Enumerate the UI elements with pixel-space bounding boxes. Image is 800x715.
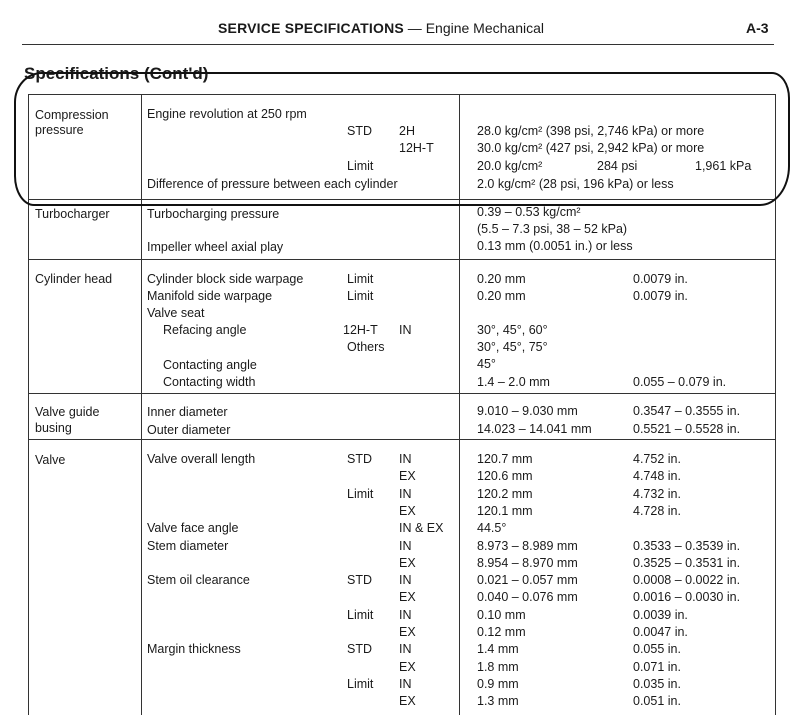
valve-item: Stem oil clearance xyxy=(147,573,250,588)
valve-item: Valve face angle xyxy=(147,521,239,536)
valve-inch: 0.0016 – 0.0030 in. xyxy=(633,590,741,605)
page-header xyxy=(0,20,800,44)
valve-inch: 0.071 in. xyxy=(633,659,681,674)
valve-side: IN & EX xyxy=(399,521,444,536)
valve-mm: 1.3 mm xyxy=(477,694,519,709)
valve-grade: Limit xyxy=(347,676,374,691)
valve-mm: 0.9 mm xyxy=(477,676,519,691)
valve-item: Valve overall length xyxy=(147,452,256,466)
head-r4: Refacing angle xyxy=(163,323,247,337)
head-v6: 1.4 – 2.0 mm xyxy=(477,375,550,389)
valve-item: Margin thickness xyxy=(147,642,241,657)
guide-label-1: Valve guide xyxy=(35,405,100,419)
compression-v1: 28.0 kg/cm² (398 psi, 2,746 kPa) or more xyxy=(477,124,705,138)
head-v4b: 30°, 45°, 75° xyxy=(477,340,548,354)
compression-rpm: Engine revolution at 250 rpm xyxy=(147,107,307,121)
head-v2b: 0.0079 in. xyxy=(633,289,688,303)
valve-mm: 1.8 mm xyxy=(477,659,519,674)
head-v1: 0.20 mm xyxy=(477,272,526,286)
valve-side: EX xyxy=(399,503,416,518)
valve-inch: 0.035 in. xyxy=(633,676,681,691)
row-divider-1 xyxy=(29,199,775,200)
valve-grade: STD xyxy=(347,452,372,466)
head-v5: 45° xyxy=(477,357,496,371)
valve-side: IN xyxy=(399,676,412,691)
valve-inch: 0.055 in. xyxy=(633,642,681,657)
valve-inch: 4.748 in. xyxy=(633,469,681,484)
valve-grade: STD xyxy=(347,642,372,657)
valve-mm: 120.7 mm xyxy=(477,452,533,466)
head-r5: Contacting angle xyxy=(163,358,257,372)
compression-v4: 2.0 kg/cm² (28 psi, 196 kPa) or less xyxy=(477,177,674,191)
compression-label-1: Compression xyxy=(35,108,109,122)
valve-mm: 8.954 – 8.970 mm xyxy=(477,555,578,570)
head-r1: Cylinder block side warpage xyxy=(147,272,304,286)
valve-mm: 0.021 – 0.057 mm xyxy=(477,573,578,588)
valve-side: EX xyxy=(399,694,416,709)
compression-v3c: 1,961 kPa xyxy=(695,159,752,173)
valve-inch: 4.728 in. xyxy=(633,503,681,518)
guide-v1: 9.010 – 9.030 mm xyxy=(477,404,578,418)
turbo-v2: (5.5 – 7.3 psi, 38 – 52 kPa) xyxy=(477,222,628,236)
row-divider-2 xyxy=(29,259,775,260)
valve-inch: 4.752 in. xyxy=(633,452,681,466)
valve-mm: 120.6 mm xyxy=(477,469,533,484)
compression-v3a: 20.0 kg/cm² xyxy=(477,159,543,173)
valve-mm: 8.973 – 8.989 mm xyxy=(477,538,578,553)
valve-side: EX xyxy=(399,625,416,639)
valve-mm: 0.12 mm xyxy=(477,625,526,639)
compression-2h: 2H xyxy=(399,124,415,138)
turbo-r2: Impeller wheel axial play xyxy=(147,240,284,254)
turbo-r1: Turbocharging pressure xyxy=(147,207,280,221)
head-label: Cylinder head xyxy=(35,272,113,286)
turbo-v3: 0.13 mm (0.0051 in.) or less xyxy=(477,239,633,253)
valve-grade: STD xyxy=(347,573,372,588)
head-r2: Manifold side warpage xyxy=(147,289,273,303)
head-r3: Valve seat xyxy=(147,306,205,320)
valve-inch: 0.0039 in. xyxy=(633,607,688,622)
valve-mm: 120.1 mm xyxy=(477,503,533,518)
turbo-label: Turbocharger xyxy=(35,207,110,221)
compression-v2: 30.0 kg/cm² (427 psi, 2,942 kPa) or more xyxy=(477,141,705,155)
valve-label: Valve xyxy=(35,453,66,467)
head-r6: Contacting width xyxy=(163,375,256,389)
valve-side: EX xyxy=(399,659,416,674)
compression-diff: Difference of pressure between each cylinder xyxy=(147,177,398,191)
valve-inch: 4.732 in. xyxy=(633,486,681,501)
col-divider-1 xyxy=(141,95,142,715)
valve-inch: 0.051 in. xyxy=(633,694,681,709)
valve-inch: 0.0008 – 0.0022 in. xyxy=(633,573,741,588)
guide-v2b: 0.5521 – 0.5528 in. xyxy=(633,422,741,436)
section-title: Specifications (Cont'd) xyxy=(24,64,209,83)
header-title: SERVICE SPECIFICATIONS — Engine Mechanical xyxy=(218,20,544,36)
valve-mm: 44.5° xyxy=(477,521,507,536)
valve-mm: 1.4 mm xyxy=(477,642,519,657)
valve-mm: 0.040 – 0.076 mm xyxy=(477,590,578,605)
guide-label-2: busing xyxy=(35,421,72,435)
col-divider-2 xyxy=(459,95,460,715)
row-divider-3 xyxy=(29,393,775,394)
head-v6b: 0.055 – 0.079 in. xyxy=(633,375,727,389)
head-limit-1: Limit xyxy=(347,272,374,286)
valve-side: EX xyxy=(399,469,416,484)
valve-side: IN xyxy=(399,538,412,553)
header-rule xyxy=(22,44,774,45)
guide-v2: 14.023 – 14.041 mm xyxy=(477,422,592,436)
valve-grade: Limit xyxy=(347,486,374,501)
head-v4: 30°, 45°, 60° xyxy=(477,323,548,337)
guide-r1: Inner diameter xyxy=(147,405,228,419)
row-divider-4 xyxy=(29,439,775,440)
valve-inch: 0.3533 – 0.3539 in. xyxy=(633,538,741,553)
turbo-v1: 0.39 – 0.53 kg/cm² xyxy=(477,205,581,219)
compression-label-2: pressure xyxy=(35,123,84,137)
compression-v3b: 284 psi xyxy=(597,159,638,173)
valve-item: Stem diameter xyxy=(147,538,229,553)
head-others: Others xyxy=(347,340,385,354)
valve-side: IN xyxy=(399,452,412,466)
valve-side: IN xyxy=(399,573,412,588)
head-in: IN xyxy=(399,323,412,337)
valve-side: EX xyxy=(399,590,416,605)
valve-side: IN xyxy=(399,486,412,501)
valve-side: EX xyxy=(399,555,416,570)
compression-limit: Limit xyxy=(347,159,374,173)
valve-grade: Limit xyxy=(347,607,374,622)
head-v2: 0.20 mm xyxy=(477,289,526,303)
spec-table xyxy=(28,94,776,715)
valve-mm: 0.10 mm xyxy=(477,607,526,622)
valve-inch: 0.0047 in. xyxy=(633,625,688,639)
valve-side: IN xyxy=(399,607,412,622)
head-limit-2: Limit xyxy=(347,289,374,303)
compression-12ht: 12H-T xyxy=(399,141,434,155)
valve-inch: 0.3525 – 0.3531 in. xyxy=(633,555,741,570)
valve-side: IN xyxy=(399,642,412,657)
guide-r2: Outer diameter xyxy=(147,423,231,437)
valve-mm: 120.2 mm xyxy=(477,486,533,501)
page-number: A-3 xyxy=(746,20,769,36)
guide-v1b: 0.3547 – 0.3555 in. xyxy=(633,404,741,418)
head-v1b: 0.0079 in. xyxy=(633,272,688,286)
compression-std: STD xyxy=(347,124,372,138)
head-12ht: 12H-T xyxy=(343,323,378,337)
